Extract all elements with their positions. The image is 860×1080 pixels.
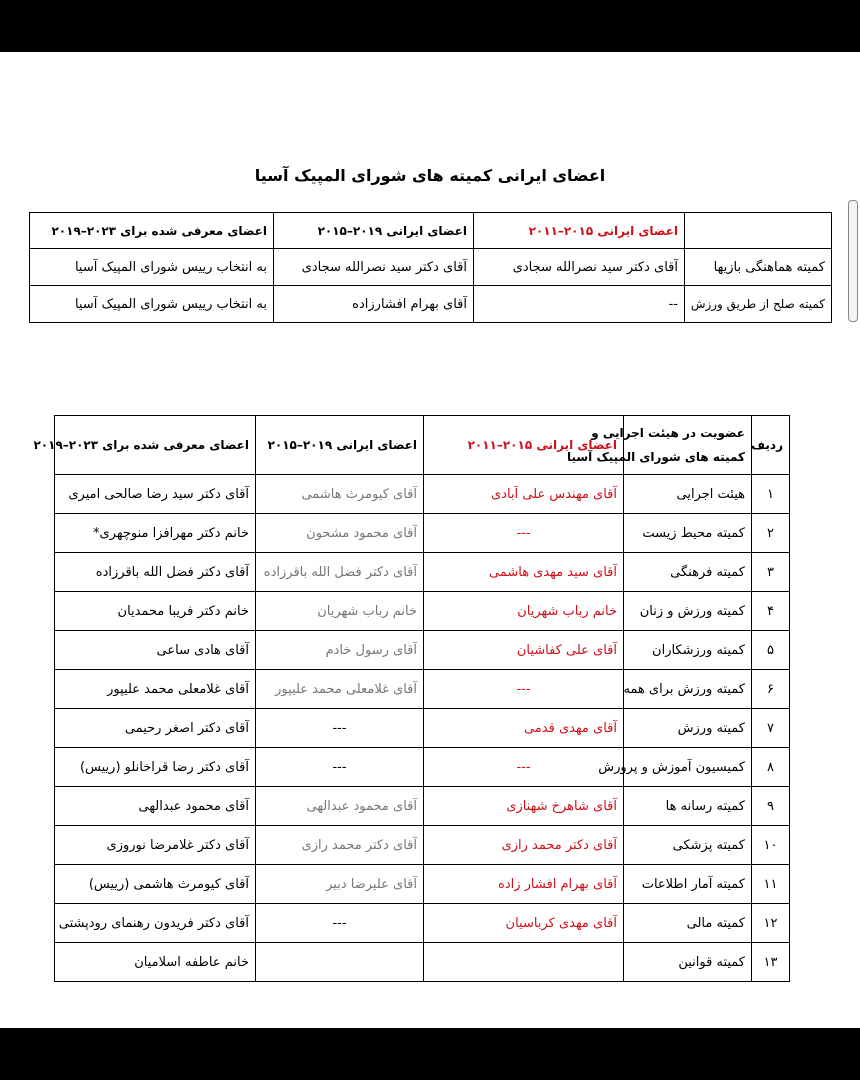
member-2015: آقای محمود عبدالهی [256,787,424,826]
member-2019: آقای دکتر اصغر رحیمی [55,709,256,748]
member-2011: آقای مهندس علی آبادی [424,475,624,514]
header-2019-2023: اعضای معرفی شده برای ۲۰۲۳–۲۰۱۹ [55,416,256,475]
member-2011: --- [424,514,624,553]
table-row [55,943,790,982]
table-header-row [55,416,790,475]
table-row [55,553,790,592]
table-row [55,787,790,826]
member-2015: آقای دکتر فضل الله باقرزاده [256,553,424,592]
member-2011: آقای دکتر سید نصرالله سجادی [474,249,685,286]
member-2015: آقای دکتر محمد رازی [256,826,424,865]
member-2019: آقای کیومرث هاشمی (رییس) [55,865,256,904]
member-2011: آقای علی کفاشیان [424,631,624,670]
row-number: ۱۲ [752,904,790,943]
table-row [55,475,790,514]
committee-name: کمیته ورزش برای همه [624,670,752,709]
member-2015: آقای رسول خادم [256,631,424,670]
member-2019: آقای دکتر سید رضا صالحی امیری [55,475,256,514]
member-2011: -- [474,286,685,323]
member-2015: آقای علیرضا دبیر [256,865,424,904]
committees-summary-table [29,212,832,323]
member-2015: آقای محمود مشحون [256,514,424,553]
scroll-indicator[interactable] [848,200,858,322]
committee-name: کمیسیون آموزش و پرورش [624,748,752,787]
member-2011 [424,943,624,982]
row-number: ۵ [752,631,790,670]
header-2015-2019: اعضای ایرانی ۲۰۱۹–۲۰۱۵ [256,416,424,475]
header-2011-2015: اعضای ایرانی ۲۰۱۵–۲۰۱۱ [474,213,685,249]
member-2011: آقای سید مهدی هاشمی [424,553,624,592]
document-page [0,52,860,1028]
header-membership-line1: عضویت در هیئت اجرایی و [591,426,745,440]
committee-name: کمیته ورزش و زنان [624,592,752,631]
row-number: ۶ [752,670,790,709]
member-2011: آقای شاهرخ شهنازی [424,787,624,826]
row-number: ۹ [752,787,790,826]
committee-name: کمیته محیط زیست [624,514,752,553]
member-2019: خانم دکتر مهرافزا منوچهری* [55,514,256,553]
member-2011: --- [424,748,624,787]
table-row [55,709,790,748]
committee-name: کمیته ورزشکاران [624,631,752,670]
row-number: ۲ [752,514,790,553]
member-2011: خانم رباب شهریان [424,592,624,631]
header-2015-2019: اعضای ایرانی ۲۰۱۹–۲۰۱۵ [274,213,474,249]
member-2019: به انتخاب رییس شورای المپیک آسیا [30,249,274,286]
member-2011: --- [424,670,624,709]
committee-name: کمیته مالی [624,904,752,943]
committee-name: کمیته هماهنگی بازیها [685,249,832,286]
committee-name: کمیته فرهنگی [624,553,752,592]
header-2019-2023: اعضای معرفی شده برای ۲۰۲۳–۲۰۱۹ [30,213,274,249]
row-number: ۳ [752,553,790,592]
table-row [55,865,790,904]
header-2011-2015: اعضای ایرانی ۲۰۱۵–۲۰۱۱ [424,416,624,475]
table-row [55,670,790,709]
row-number: ۱۱ [752,865,790,904]
row-number: ۷ [752,709,790,748]
member-2019: آقای محمود عبدالهی [55,787,256,826]
member-2015: --- [256,709,424,748]
table-row [55,904,790,943]
member-2011: آقای بهرام افشار زاده [424,865,624,904]
member-2019: خانم عاطفه اسلامیان [55,943,256,982]
member-2011: آقای مهدی کرباسیان [424,904,624,943]
table-row [55,748,790,787]
member-2015: آقای غلامعلی محمد علیپور [256,670,424,709]
member-2019: آقای دکتر فضل الله باقرزاده [55,553,256,592]
committee-name: کمیته آمار اطلاعات [624,865,752,904]
member-2011: آقای دکتر محمد رازی [424,826,624,865]
member-2019: آقای دکتر فریدون رهنمای رودپشتی [55,904,256,943]
member-2015: خانم رباب شهریان [256,592,424,631]
row-number: ۸ [752,748,790,787]
member-2019: به انتخاب رییس شورای المپیک آسیا [30,286,274,323]
committee-name: کمیته پزشکی [624,826,752,865]
table-row [55,514,790,553]
page-title: اعضای ایرانی کمیته های شورای المپیک آسیا [254,166,606,185]
header-committee [685,213,832,249]
member-2019: خانم دکتر فریبا محمدیان [55,592,256,631]
member-2015 [256,943,424,982]
committee-name: کمیته قوانین [624,943,752,982]
table-header-row [30,213,832,249]
member-2015: آقای بهرام افشارزاده [274,286,474,323]
member-2015: آقای کیومرث هاشمی [256,475,424,514]
member-2015: --- [256,748,424,787]
member-2019: آقای دکتر رضا قراخانلو (رییس) [55,748,256,787]
member-2019: آقای دکتر غلامرضا نوروزی [55,826,256,865]
member-2019: آقای هادی ساعی [55,631,256,670]
row-number: ۱۳ [752,943,790,982]
table-row [30,249,832,286]
member-2015: --- [256,904,424,943]
table-row [55,631,790,670]
committee-name: کمیته رسانه ها [624,787,752,826]
member-2015: آقای دکتر سید نصرالله سجادی [274,249,474,286]
table-row [55,592,790,631]
committees-members-table [33,415,790,982]
committee-name: کمیته ورزش [624,709,752,748]
member-2019: آقای غلامعلی محمد علیپور [55,670,256,709]
row-number: ۱ [752,475,790,514]
committee-name: هیئت اجرایی [624,475,752,514]
header-row-number: ردیف [752,416,790,475]
row-number: ۴ [752,592,790,631]
member-2011: آقای مهدی قدمی [424,709,624,748]
row-number: ۱۰ [752,826,790,865]
header-membership-line2: کمیته های شورای المپیک آسیا [566,450,745,464]
table-row [55,826,790,865]
committee-name: کمیته صلح از طریق ورزش [685,286,832,323]
table-row [30,286,832,323]
header-membership [566,416,752,475]
